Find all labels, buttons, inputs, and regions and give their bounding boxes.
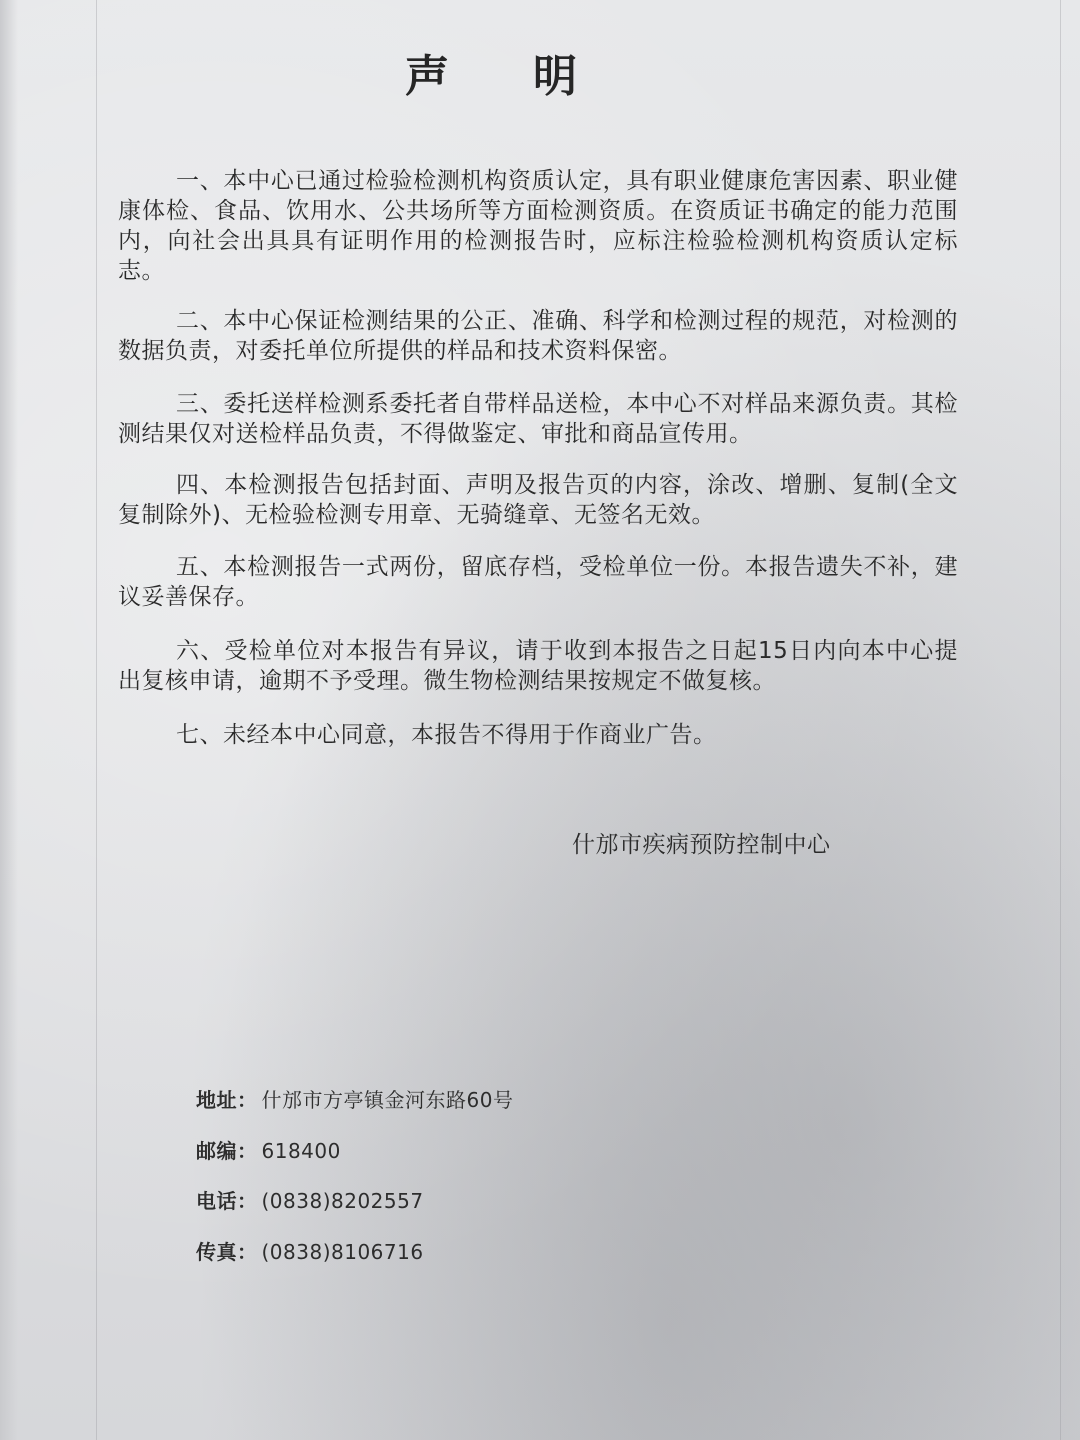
title-char: 声 — [405, 51, 451, 102]
postcode-label: 邮编： — [196, 1139, 258, 1163]
clause-paragraph: 七、未经本中心同意，本报告不得用于作商业广告。 — [176, 722, 717, 748]
phone-label: 电话： — [196, 1189, 258, 1213]
clause-paragraph: 三、委托送样检测系委托者自带样品送检，本中心不对样品来源负责。其检测结果仅对送检样品负责，不得做鉴定、审批和商品宣传用。 — [118, 391, 958, 447]
title-char: 明 — [533, 51, 579, 102]
clause-paragraph: 四、本检测报告包括封面、声明及报告页的内容，涂改、增删、复制(全文复制除外)、无检验检测专用章、无骑缝章、无签名无效。 — [118, 472, 958, 528]
address-line — [196, 1084, 513, 1113]
paper-fold-line — [1060, 0, 1061, 1440]
clause-paragraph: 二、本中心保证检测结果的公正、准确、科学和检测过程的规范，对检测的数据负责，对委托单位所提供的样品和技术资料保密。 — [118, 308, 958, 364]
fax-value: (0838)8106716 — [261, 1240, 424, 1264]
fax-line — [196, 1236, 424, 1265]
postcode-value: 618400 — [261, 1139, 341, 1163]
phone-value: (0838)8202557 — [261, 1189, 424, 1213]
fax-label: 传真： — [196, 1240, 258, 1264]
issuing-organization: 什邡市疾病预防控制中心 — [572, 832, 831, 858]
document-title — [395, 40, 595, 102]
phone-line — [196, 1185, 424, 1214]
page-edge-shadow — [0, 0, 18, 1440]
postcode-line — [196, 1135, 341, 1164]
address-value: 什邡市方亭镇金河东路60号 — [261, 1088, 514, 1112]
clause-paragraph: 五、本检测报告一式两份，留底存档，受检单位一份。本报告遗失不补，建议妥善保存。 — [118, 554, 958, 610]
paper-fold-line — [96, 0, 97, 1440]
clause-paragraph: 一、本中心已通过检验检测机构资质认定，具有职业健康危害因素、职业健康体检、食品、饮用水、公共场所等方面检测资质。在资质证书确定的能力范围内，向社会出具具有证明作用的检测报告时，应标注检验检测机构资质认定标志。 — [118, 168, 958, 284]
clause-paragraph: 六、受检单位对本报告有异议，请于收到本报告之日起15日内向本中心提出复核申请，逾期不予受理。微生物检测结果按规定不做复核。 — [118, 638, 958, 694]
address-label: 地址： — [196, 1088, 258, 1112]
